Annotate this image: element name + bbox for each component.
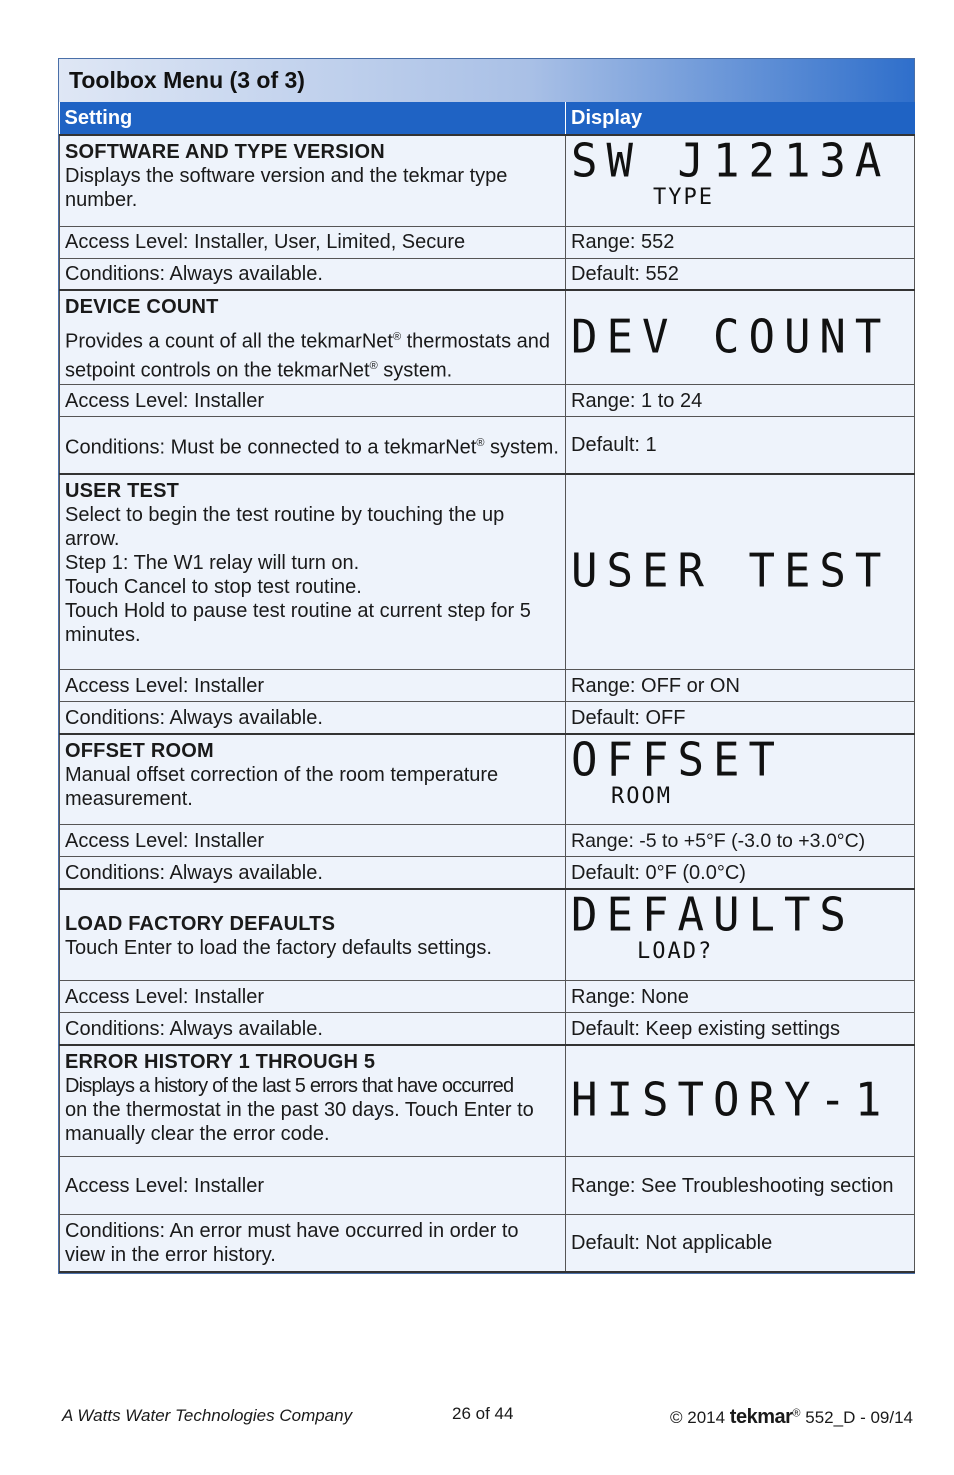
setting-cell bbox=[60, 474, 566, 670]
conditions: Conditions: Always available. bbox=[60, 1013, 566, 1045]
display-cell bbox=[566, 135, 915, 226]
conditions: Conditions: Always available. bbox=[60, 258, 566, 290]
lcd-display-text: DEFAULTS bbox=[571, 888, 855, 943]
setting-cell bbox=[60, 889, 566, 981]
display-cell bbox=[566, 474, 915, 670]
setting-description: on the thermostat in the past 30 days. Touch Enter to manually clear the error code. bbox=[65, 1098, 534, 1145]
access-level: Access Level: Installer bbox=[60, 981, 566, 1013]
conditions: Conditions: Always available. bbox=[60, 857, 566, 889]
table-row bbox=[60, 734, 915, 825]
display-cell bbox=[566, 1045, 915, 1157]
page-footer bbox=[0, 1400, 954, 1440]
default: Default: 1 bbox=[566, 417, 915, 474]
table-row bbox=[60, 702, 915, 734]
display-cell bbox=[566, 290, 915, 385]
table-row bbox=[60, 1157, 915, 1215]
table-row bbox=[60, 1215, 915, 1272]
default: Default: OFF bbox=[566, 702, 915, 734]
lcd-display-text: OFFSET bbox=[571, 733, 784, 788]
access-level: Access Level: Installer bbox=[60, 825, 566, 857]
setting-description: Displays a history of the last 5 errors that have occurred bbox=[65, 1074, 514, 1097]
table-row bbox=[60, 889, 915, 981]
range: Range: 1 to 24 bbox=[566, 385, 915, 417]
table-row bbox=[60, 385, 915, 417]
lcd-display-text: DEV COUNT bbox=[571, 310, 891, 364]
setting-title: OFFSET ROOM bbox=[65, 739, 214, 762]
range: Range: OFF or ON bbox=[566, 670, 915, 702]
table-row bbox=[60, 1045, 915, 1157]
range: Range: See Troubleshooting section bbox=[566, 1157, 915, 1215]
access-level: Access Level: Installer bbox=[60, 385, 566, 417]
footer-right bbox=[670, 1406, 913, 1429]
access-level: Access Level: Installer, User, Limited, Secure bbox=[60, 226, 566, 258]
menu-title: Toolbox Menu (3 of 3) bbox=[59, 59, 914, 102]
table-row bbox=[60, 825, 915, 857]
display-cell bbox=[566, 734, 915, 825]
conditions: Conditions: Always available. bbox=[60, 702, 566, 734]
setting-description: Step 1: The W1 relay will turn on. bbox=[65, 551, 360, 574]
table-row bbox=[60, 417, 915, 474]
table-row bbox=[60, 981, 915, 1013]
setting-cell bbox=[60, 135, 566, 226]
range: Range: None bbox=[566, 981, 915, 1013]
default: Default: 0°F (0.0°C) bbox=[566, 857, 915, 889]
document-id: 552_D - 09/14 bbox=[805, 1408, 913, 1427]
copyright: © 2014 bbox=[669, 1408, 726, 1427]
conditions: Conditions: An error must have occurred in order to view in the error history. bbox=[60, 1215, 566, 1272]
default: Default: Keep existing settings bbox=[566, 1013, 915, 1045]
setting-description: Displays the software version and the tekmar type number. bbox=[65, 165, 508, 211]
settings-table bbox=[59, 102, 915, 1273]
default: Default: Not applicable bbox=[566, 1215, 915, 1272]
lcd-display-subtext: ROOM bbox=[611, 783, 672, 809]
range: Range: 552 bbox=[566, 226, 915, 258]
table-row bbox=[60, 857, 915, 889]
lcd-display-text: HISTORY-1 bbox=[571, 1073, 891, 1128]
lcd-display-subtext: TYPE bbox=[653, 185, 714, 210]
tekmar-logo: tekmar bbox=[729, 1406, 793, 1428]
toolbox-menu-table bbox=[58, 58, 915, 1274]
setting-description: Touch Hold to pause test routine at current step for 5 minutes. bbox=[65, 599, 531, 646]
table-row bbox=[60, 290, 915, 385]
table-row bbox=[60, 670, 915, 702]
display-cell bbox=[566, 889, 915, 981]
conditions: Conditions: Must be connected to a tekmarNet® system. bbox=[60, 417, 566, 474]
lcd-display-text: USER TEST bbox=[571, 544, 891, 599]
header-setting: Setting bbox=[60, 102, 566, 135]
table-row bbox=[60, 1013, 915, 1045]
table-header bbox=[60, 102, 915, 135]
setting-title: DEVICE COUNT bbox=[65, 296, 219, 318]
setting-cell bbox=[60, 734, 566, 825]
setting-cell bbox=[60, 1045, 566, 1157]
setting-title: LOAD FACTORY DEFAULTS bbox=[65, 913, 336, 936]
setting-description: Select to begin the test routine by touching the up arrow. bbox=[65, 503, 505, 550]
setting-description: Manual offset correction of the room temperature measurement. bbox=[65, 763, 499, 810]
brand-reg: ® bbox=[792, 1407, 801, 1420]
setting-description: Touch Cancel to stop test routine. bbox=[65, 575, 362, 598]
table-row bbox=[60, 226, 915, 258]
access-level: Access Level: Installer bbox=[60, 1157, 566, 1215]
range: Range: -5 to +5°F (-3.0 to +3.0°C) bbox=[566, 825, 915, 857]
page-number: 26 of 44 bbox=[452, 1404, 514, 1423]
company-name: A Watts Water Technologies Company bbox=[62, 1406, 353, 1425]
table-row bbox=[60, 474, 915, 670]
setting-cell bbox=[60, 290, 566, 385]
header-display: Display bbox=[566, 102, 915, 135]
setting-description: Touch Enter to load the factory defaults settings. bbox=[65, 937, 492, 960]
setting-title: ERROR HISTORY 1 THROUGH 5 bbox=[65, 1050, 376, 1073]
table-row bbox=[60, 258, 915, 290]
access-level: Access Level: Installer bbox=[60, 670, 566, 702]
setting-description: Provides a count of all the tekmarNet® thermostats and setpoint controls on the tekmarNet® system. bbox=[65, 330, 551, 382]
lcd-display-subtext: LOAD? bbox=[637, 938, 714, 964]
setting-title: USER TEST bbox=[65, 479, 180, 502]
default: Default: 552 bbox=[566, 258, 915, 290]
lcd-display-text: SW J1213A bbox=[571, 134, 891, 189]
setting-title: SOFTWARE AND TYPE VERSION bbox=[65, 141, 385, 163]
table-row bbox=[60, 135, 915, 226]
